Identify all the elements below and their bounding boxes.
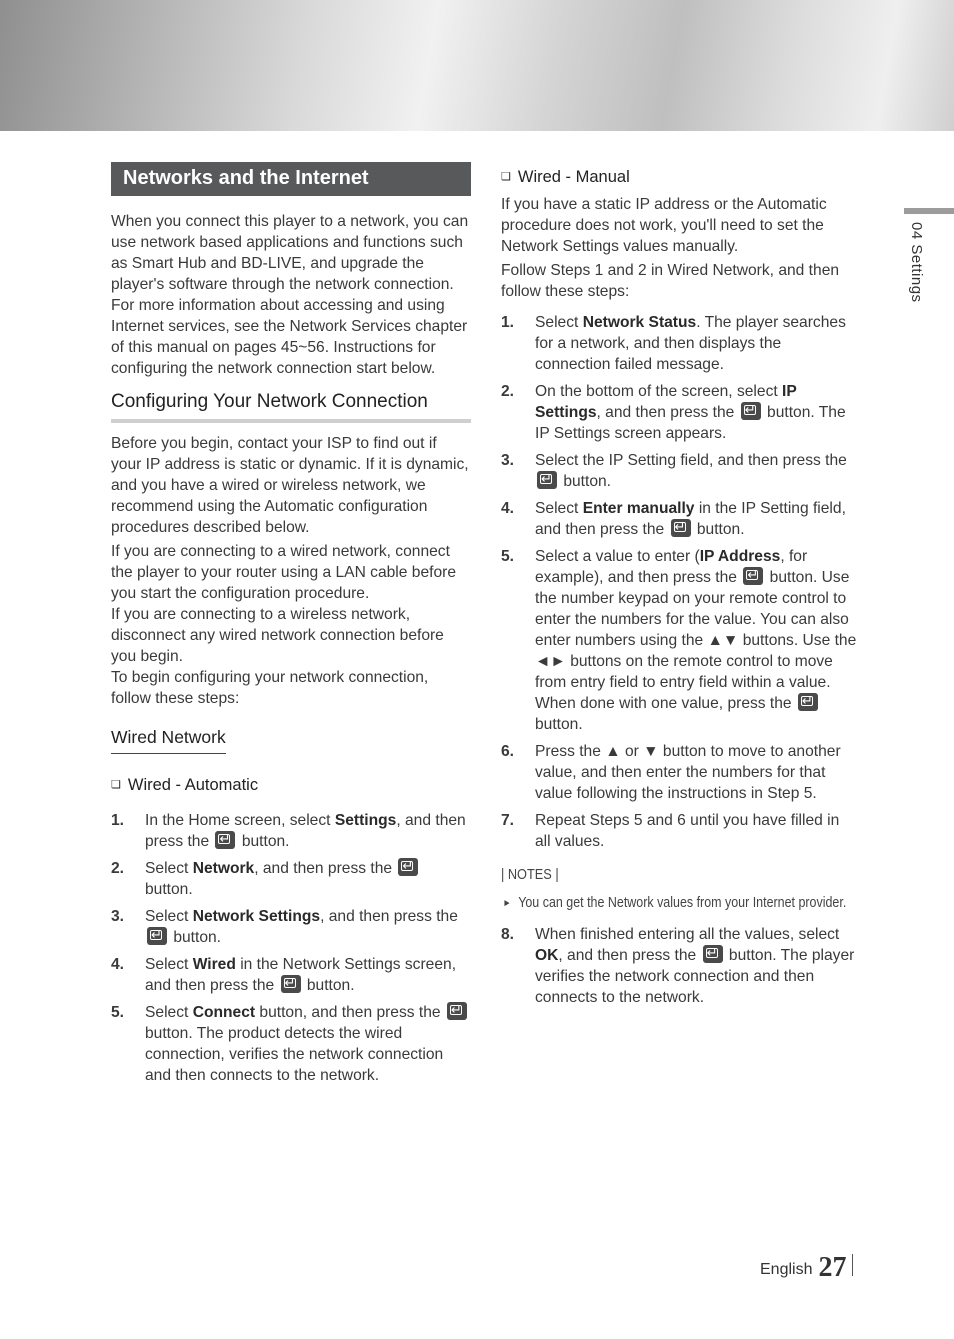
enter-button-icon — [671, 519, 691, 537]
list-item: 5. Select Connect button, and then press the ↵ button. The product detects the wired connection, verifies the network connection and then connects to the network. — [111, 1002, 471, 1086]
list-item: 3. Select Network Settings, and then press the ↵ button. — [111, 906, 471, 948]
list-item: 7. Repeat Steps 5 and 6 until you have filled in all values. — [501, 812, 840, 850]
chapter-tab-marker — [904, 208, 954, 214]
config-paragraph-4: To begin configuring your network connection, follow these steps: — [111, 669, 429, 707]
chapter-label: 04 Settings — [908, 222, 925, 303]
note-triangle-icon: ► — [502, 898, 512, 909]
config-paragraph-2: If you are connecting to a wired network, connect the player to your router using a LAN cable before you start the configuration procedure. — [111, 543, 456, 602]
enter-button-icon — [147, 927, 167, 945]
config-heading: Configuring Your Network Connection — [111, 389, 471, 423]
wired-manual-heading: ❏ Wired - Manual — [501, 168, 630, 186]
config-paragraph-1: Before you begin, contact your ISP to find out if your IP address is static or dynamic. If it is dynamic, and you have a wired or wireless network, we recommend using the Automatic configuration procedures described below. — [111, 435, 469, 536]
header-band — [0, 0, 954, 131]
manual-steps-list-continued — [501, 924, 859, 1008]
left-column — [111, 162, 471, 1092]
enter-button-icon — [741, 402, 761, 420]
wired-network-heading: Wired Network — [111, 725, 226, 754]
list-item: 5. Select a value to enter (IP Address, for example), and then press the ↵ button. Use the number keypad on your remote control to enter the numbers for the value. You can also enter numbers using the ▲▼ buttons. Use the ◄► buttons on the remote control to move from entry field to entry field within a value. When done with one value, press the ↵ button. — [501, 546, 859, 735]
footer-language: English — [760, 1261, 813, 1278]
list-item: 1. Select Network Status. The player searches for a network, and then displays the connection failed message. — [501, 314, 846, 373]
enter-button-icon — [281, 975, 301, 993]
list-item: 8. When finished entering all the values, select OK, and then press the ↵ button. The player verifies the network connection and then connects to the network. — [501, 924, 859, 1008]
enter-button-icon — [398, 858, 418, 876]
section-title: Networks and the Internet — [111, 162, 471, 196]
wired-automatic-heading: ❏ Wired - Automatic — [111, 776, 259, 794]
list-item: 4. Select Enter manually in the IP Setting field, and then press the ↵ button. — [501, 498, 859, 540]
list-item: 1. In the Home screen, select Settings, and then press the ↵ button. — [111, 810, 471, 852]
automatic-steps-list — [111, 810, 471, 1086]
enter-button-icon — [703, 945, 723, 963]
enter-button-icon — [215, 831, 235, 849]
manual-paragraph-1: If you have a static IP address or the Automatic procedure does not work, you'll need to set the Network Settings values manually. — [501, 196, 827, 255]
list-item: 6. Press the ▲ or ▼ button to move to another value, and then enter the numbers for that value following the instructions in Step 5. — [501, 743, 841, 802]
list-item: 4. Select Wired in the Network Settings screen, and then press the ↵ button. — [111, 954, 471, 996]
list-item: 3. Select the IP Setting field, and then press the ↵ button. — [501, 450, 859, 492]
checkbox-bullet-icon: ❏ — [501, 171, 511, 183]
note-item: ► You can get the Network values from your Internet provider. — [501, 893, 871, 914]
page-number: 27 — [818, 1252, 847, 1283]
enter-button-icon — [743, 567, 763, 585]
page-footer — [760, 1252, 853, 1284]
list-item: 2. On the bottom of the screen, select IP Settings, and then press the ↵ button. The IP Settings screen appears. — [501, 381, 859, 444]
manual-steps-list — [501, 312, 859, 852]
config-paragraph-3: If you are connecting to a wireless network, disconnect any wired network connection before you begin. — [111, 606, 444, 665]
notes-label: | NOTES | — [501, 866, 559, 883]
enter-button-icon — [447, 1002, 467, 1020]
intro-paragraph: When you connect this player to a network, you can use network based applications and functions such as Smart Hub and BD-LIVE, and upgrade the player's software through the network connection. For more information about accessing and using Internet services, see the Network Services chapter of this manual on pages 45~56. Instructions for configuring the network connection start below. — [111, 213, 469, 377]
list-item: 2. Select Network, and then press the ↵ button. — [111, 858, 471, 900]
manual-paragraph-2: Follow Steps 1 and 2 in Wired Network, and then follow these steps: — [501, 262, 840, 300]
checkbox-bullet-icon: ❏ — [111, 779, 121, 791]
enter-button-icon — [798, 693, 818, 711]
page-divider — [852, 1254, 853, 1276]
right-column — [501, 162, 859, 1014]
enter-button-icon — [537, 471, 557, 489]
